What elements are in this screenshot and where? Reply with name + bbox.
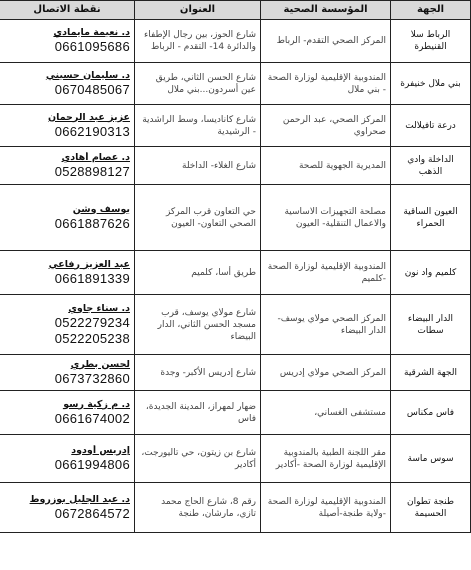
institution-cell: المركز الصحي مولاي يوسف- الدار البيضاء bbox=[261, 295, 391, 355]
institution-cell: المركز الصحي التقدم- الرباط bbox=[261, 20, 391, 63]
region-cell: درعة تافيلالت bbox=[391, 105, 471, 147]
address-cell: رقم 8، شارع الحاج محمد تازي، مارشان، طنجة bbox=[135, 483, 261, 533]
phone-number: 0661887626 bbox=[54, 215, 130, 231]
address-cell: طريق أسا، كلميم bbox=[135, 251, 261, 295]
phone-number: 0672864572 bbox=[54, 505, 130, 521]
contact-name: إدريس أودود bbox=[71, 444, 130, 456]
contact-name: عبد العزيز رفاعي bbox=[48, 258, 130, 270]
contact-name: عزيز عبد الرحمان bbox=[48, 111, 130, 123]
address-cell: شارع الحسن الثاني، طريق عين أسردون...بني ملال bbox=[135, 63, 261, 105]
contact-name: د. سناء جاوي bbox=[68, 302, 130, 314]
institution-cell: مقر اللجنة الطبية بالمندوبية الإقليمية لوزارة الصحة -أكادير bbox=[261, 435, 391, 483]
institution-cell: المركز الصحي مولاي إدريس bbox=[261, 355, 391, 391]
contact-cell bbox=[0, 251, 135, 295]
contact-cell bbox=[0, 185, 135, 251]
address-cell: شارع الحوز، بين رجال الإطفاء والدائرة 14- التقدم - الرباط bbox=[135, 20, 261, 63]
contact-name: د. نعيمة مايمادي bbox=[53, 27, 130, 38]
phone-number: 0661994806 bbox=[54, 456, 130, 472]
table-row bbox=[0, 355, 471, 391]
institution-cell: مصلحة التجهيزات الاساسية والاعمال التنقلية- العيون bbox=[261, 185, 391, 251]
phone-number: 0662190313 bbox=[54, 123, 130, 139]
table-header-row bbox=[0, 1, 471, 20]
contact-name: د. سليمان حسيني bbox=[45, 69, 130, 81]
address-cell: شارع مولاي يوسف، قرب مسجد الحسن الثاني، الدار البيضاء bbox=[135, 295, 261, 355]
phone-number: 0661674002 bbox=[54, 410, 130, 426]
region-cell: الدار البيضاء سطات bbox=[391, 295, 471, 355]
table-row bbox=[0, 391, 471, 435]
phone-number: 0670485067 bbox=[54, 81, 130, 97]
table-row bbox=[0, 295, 471, 355]
contact-cell bbox=[0, 147, 135, 185]
address-cell: حي التعاون قرب المركز الصحي التعاون- العيون bbox=[135, 185, 261, 251]
region-cell: طنجة تطوان الحسيمة bbox=[391, 483, 471, 533]
institution-cell: مستشفى الغساني، bbox=[261, 391, 391, 435]
contact-name: د. عبد الجليل بوزروط bbox=[29, 493, 130, 505]
contact-cell bbox=[0, 20, 135, 63]
table-row bbox=[0, 147, 471, 185]
contact-cell bbox=[0, 63, 135, 105]
contact-name: د. م زكية رسو bbox=[63, 398, 130, 410]
phone-number: 0661095686 bbox=[54, 39, 130, 54]
contact-cell bbox=[0, 391, 135, 435]
institution-cell: المندوبية الإقليمية لوزارة الصحة - بني ملال bbox=[261, 63, 391, 105]
table-row bbox=[0, 435, 471, 483]
region-cell: كلميم واد نون bbox=[391, 251, 471, 295]
address-cell: شارع الغلاء- الداخلة bbox=[135, 147, 261, 185]
contact-cell bbox=[0, 435, 135, 483]
contact-cell bbox=[0, 483, 135, 533]
header-region: الجهة bbox=[391, 1, 471, 20]
table-row bbox=[0, 20, 471, 63]
region-cell: فاس مكناس bbox=[391, 391, 471, 435]
region-cell: بني ملال خنيفرة bbox=[391, 63, 471, 105]
contact-cell bbox=[0, 295, 135, 355]
institution-cell: المندوبية الإقليمية لوزارة الصحة -ولاية طنجة-أصيلة bbox=[261, 483, 391, 533]
address-cell: شارع إدريس الأكبر- وجدة bbox=[135, 355, 261, 391]
address-cell: شارع كاناديسا، وسط الراشدية - الرشيدية bbox=[135, 105, 261, 147]
phone-number: 0522205238 bbox=[54, 330, 130, 346]
region-cell: الداخلة وادي الذهب bbox=[391, 147, 471, 185]
table-row bbox=[0, 105, 471, 147]
contact-name: لحسن بطري bbox=[70, 358, 130, 370]
phone-number: 0522279234 bbox=[54, 314, 130, 330]
region-cell: الرباط سلا القنيطرة bbox=[391, 20, 471, 63]
contact-cell bbox=[0, 105, 135, 147]
region-cell: الجهة الشرقية bbox=[391, 355, 471, 391]
phone-number: 0661891339 bbox=[54, 270, 130, 286]
institution-cell: المركز الصحي، عبد الرحمن صحراوي bbox=[261, 105, 391, 147]
table-row bbox=[0, 483, 471, 533]
table-row bbox=[0, 185, 471, 251]
table-row bbox=[0, 63, 471, 105]
contact-name: يوسف وشن bbox=[72, 203, 130, 215]
institution-cell: المندوبية الإقليمية لوزارة الصحة -كلميم bbox=[261, 251, 391, 295]
contact-cell bbox=[0, 355, 135, 391]
header-address: العنوان bbox=[135, 1, 261, 20]
header-institution: المؤسسة الصحية bbox=[261, 1, 391, 20]
contact-name: د. عصام أهادي bbox=[61, 151, 130, 163]
address-cell: ضهار لمهراز، المدينة الجديدة، فاس bbox=[135, 391, 261, 435]
phone-number: 0673732860 bbox=[54, 370, 130, 386]
address-cell: شارع بن زيتون، حي تاليورجت، أكادير bbox=[135, 435, 261, 483]
institution-cell: المديرية الجهوية للصحة bbox=[261, 147, 391, 185]
region-cell: سوس ماسة bbox=[391, 435, 471, 483]
region-cell: العيون الساقية الحمراء bbox=[391, 185, 471, 251]
header-contact: نقطة الاتصال bbox=[0, 1, 135, 20]
phone-number: 0528898127 bbox=[54, 163, 130, 179]
table-row bbox=[0, 251, 471, 295]
